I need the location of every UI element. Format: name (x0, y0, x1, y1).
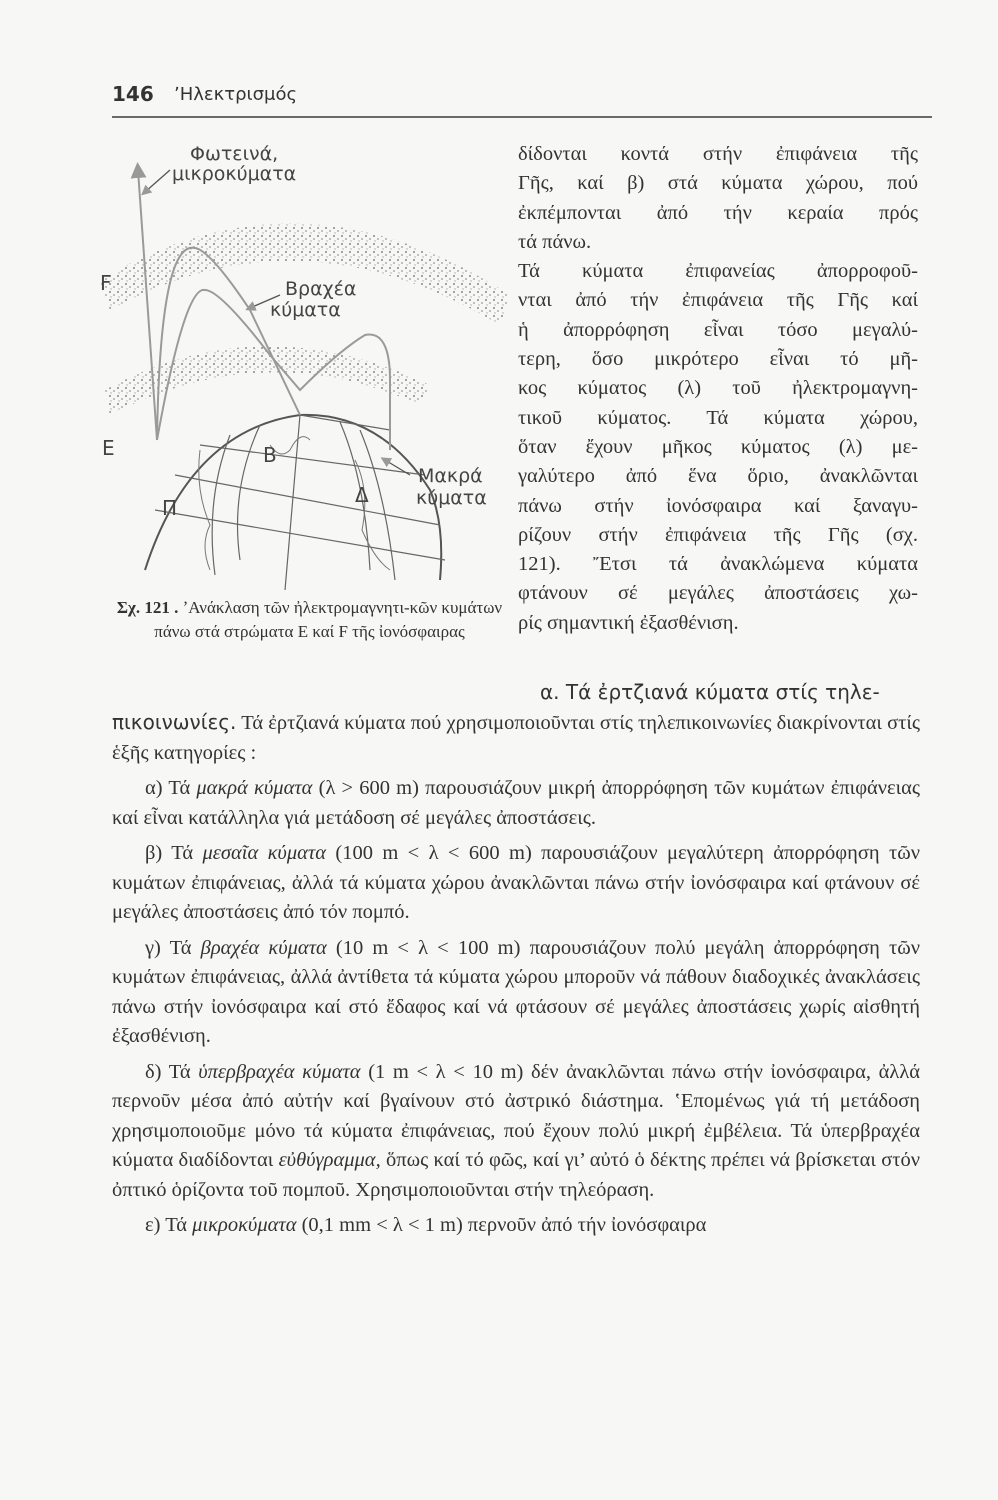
page-number: 146 (112, 82, 154, 106)
term: μεσαῖα κύματα (202, 842, 326, 864)
section-heading: α. Τά ἐρτζιανά κύματα στίς τηλε- (540, 680, 880, 704)
main-body-text (112, 708, 920, 1241)
text-line: ὅταν ἔχουν μῆκος κύματος (λ) με- (518, 435, 918, 458)
term: ὑπερβραχέα κύματα (198, 1060, 361, 1083)
svg-text:κύματα: κύματα (270, 299, 341, 321)
intro-text: Τά ἐρτζιανά κύματα πού χρησιμοποιοῦνται στίς τηλεπικοινωνίες διακρίνονται στίς ἑξῆς κατηγορίες : (112, 712, 920, 764)
svg-text:E: E (102, 436, 115, 460)
text-line: φτάνουν σέ μεγάλες ἀποστάσεις χω- (518, 582, 918, 605)
text-line: πάνω στήν ἰονόσφαιρα καί ξαναγυ- (518, 494, 918, 517)
figure-caption (112, 596, 507, 644)
text-line: ἡ ἀπορρόφηση εἶναι τόσο μεγαλύ- (518, 318, 918, 341)
svg-text:F: F (100, 271, 112, 295)
text-line: κος κύματος (λ) τοῦ ἠλεκτρομαγνη- (518, 377, 918, 400)
item-text: (100 m < λ < 600 m) παρουσιάζουν μεγαλύτερη ἀπορρόφηση τῶν κυμάτων ἐπιφάνειας, ἀλλά τά κύματα χώρου ἀνακλῶνται πάνω στήν ἰονόσφαιρα καί φτάνουν σέ μεγάλες ἀποστάσεις ἀπό τόν πομπό. (112, 842, 921, 923)
figure-caption-text: ʼΑνάκλαση τῶν ἠλεκτρομαγνητι-κῶν κυμάτων πάνω στά στρώματα E καί F τῆς ἰονόσφαιρας (154, 598, 503, 641)
list-item-long-waves (112, 774, 920, 833)
text-line: Τά κύματα ἐπιφανείας ἀπορροφοῦ- (518, 260, 918, 283)
text-line: δίδονται κοντά στήν ἐπιφάνεια τῆς (518, 143, 918, 165)
item-text: (0,1 mm < λ < 1 m) περνοῦν ἀπό τήν ἰονόσφαιρα (301, 1214, 707, 1236)
figure-number: Σχ. 121 . (116, 598, 179, 617)
list-item-short-waves (112, 934, 920, 1052)
text-line: νται ἀπό τήν ἐπιφάνεια τῆς Γῆς καί (518, 289, 918, 312)
ionosphere-reflection-figure (100, 130, 510, 600)
svg-text:Δ: Δ (355, 483, 369, 507)
list-item-medium-waves (112, 839, 920, 928)
term: μακρά κύματα (196, 777, 313, 799)
text-line: ρίς σημαντική ἐξασθένιση. (518, 611, 739, 634)
term: μικροκύματα (192, 1214, 297, 1236)
list-marker: α) Τά (145, 777, 191, 799)
text-line: τικοῦ κύματος. Τά κύματα χώρου, (518, 406, 918, 429)
svg-text:Μακρά: Μακρά (418, 465, 483, 487)
text-line: 121). Ἔτσι τά ἀνακλώμενα κύματα (518, 553, 918, 576)
list-marker: γ) Τά (145, 936, 192, 959)
list-marker: δ) Τά (145, 1060, 191, 1083)
text-line: Γῆς, καί β) στά κύματα χώρου, πού (518, 172, 918, 195)
list-item-ultrashort-waves (112, 1058, 920, 1206)
svg-text:Π: Π (162, 496, 178, 520)
item-text: (1 m < λ < 10 m) δέν ἀνακλῶνται πάνω στήν ἰονόσφαιρα, ἀλλά περνοῦν μέσα ἀπό αὐτήν καί βγαίνουν στό ἀστρικό διάστημα. ʽΕπομένως γιά τή μετάδοση χρησιμοποιοῦμε μόνο τά κύματα ἐπιφάνειας, πού ἔχουν πολύ μικρή ἐμβέλεια. Τά ὑπερβραχέα κύματα διαδίδονται (112, 1060, 920, 1171)
text-line: ρίζουν στήν ἐπιφάνεια τῆς Γῆς (σχ. (518, 523, 918, 546)
item-text: ὅπως καί τό φῶς, καί γι’ αὐτό ὁ δέκτης πρέπει νά βρίσκεται στόν ὀπτικό ὁρίζοντα τοῦ πομποῦ. Χρησιμοποιοῦνται στήν τηλεόραση. (112, 1149, 921, 1201)
list-marker: β) Τά (145, 842, 194, 864)
term: εὐθύγραμμα, (278, 1149, 381, 1171)
list-item-microwaves (112, 1211, 920, 1241)
section-intro (112, 708, 920, 768)
svg-text:B: B (263, 443, 277, 467)
svg-text:μικροκύματα: μικροκύματα (172, 163, 297, 185)
section-heading-continued: πικοινωνίες. (112, 710, 237, 734)
ionosphere-diagram-icon (100, 130, 510, 600)
svg-text:κύματα: κύματα (416, 487, 487, 509)
text-line: τερη, ὅσο μικρότερο εἶναι τό μῆ- (518, 348, 918, 371)
term: βραχέα κύματα (200, 936, 327, 959)
running-title: ʼΗλεκτρισμός (174, 84, 298, 105)
text-line: γαλύτερο ἀπό ἕνα ὅριο, ἀνακλῶνται (518, 465, 918, 488)
svg-text:Φωτεινά,: Φωτεινά, (190, 143, 279, 165)
item-text: (λ > 600 m) παρουσιάζουν μικρή ἀπορρόφηση τῶν κυμάτων ἐπιφάνειας καί εἶναι κατάλληλα γιά μετάδοση σέ μεγάλες ἀποστάσεις. (112, 777, 921, 829)
text-line: τά πάνω. (518, 230, 592, 253)
list-marker: ε) Τά (145, 1214, 188, 1236)
side-column-text (518, 140, 918, 638)
item-text: (10 m < λ < 100 m) παρουσιάζουν πολύ μεγάλη ἀπορρόφηση τῶν κυμάτων ἐπιφάνειας, ἀλλά ἀντίθετα τά κύματα χώρου μποροῦν νά πάθουν διαδοχικές ἀνακλάσεις πάνω στήν ἰονόσφαιρα καί στό ἔδαφος καί νά φτάσουν σέ μεγάλες ἀποστάσεις χωρίς αἰσθητή ἐξασθένιση. (112, 936, 921, 1047)
svg-text:Βραχέα: Βραχέα (285, 278, 357, 300)
page-header (112, 72, 932, 118)
text-line: ἐκπέμπονται ἀπό τήν κεραία πρός (518, 201, 918, 224)
